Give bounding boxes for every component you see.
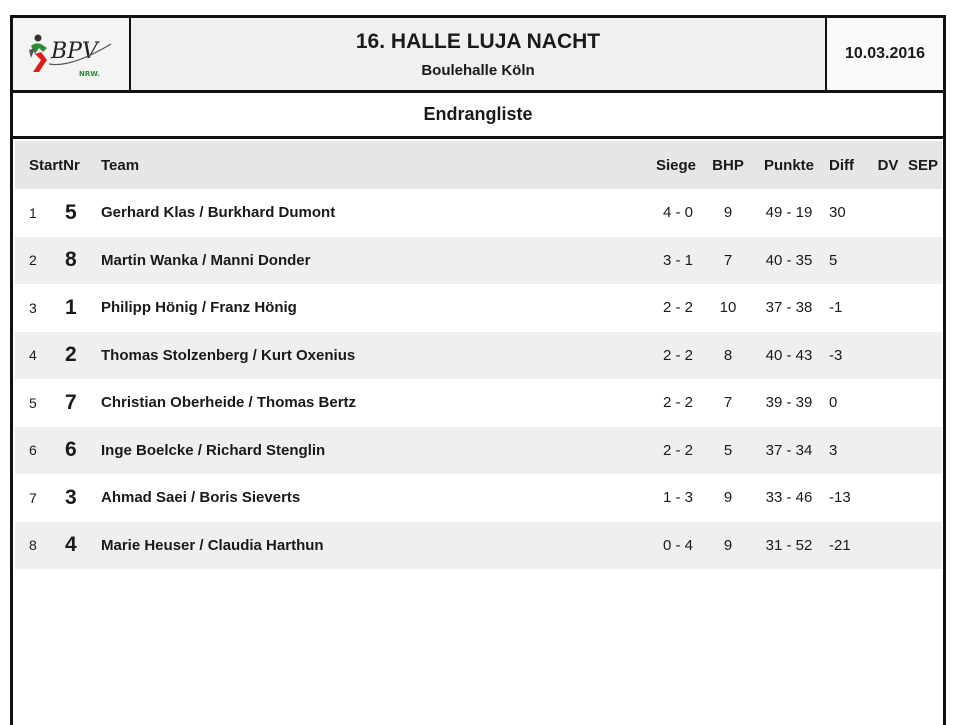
table-row [15, 284, 942, 332]
col-bhp: BHP [712, 156, 744, 174]
diff: -13 [829, 489, 851, 507]
siege: 3 - 1 [662, 251, 693, 269]
team-name: Thomas Stolzenberg / Kurt Oxenius [101, 346, 356, 364]
start-number: 4 [65, 533, 77, 557]
punkte: 49 - 19 [765, 204, 813, 222]
punkte: 37 - 34 [765, 441, 813, 459]
bhp: 7 [723, 251, 733, 269]
col-team: Team [101, 156, 140, 174]
siege: 4 - 0 [662, 204, 693, 222]
bpv-logo-icon [21, 24, 121, 84]
header [10, 15, 946, 93]
start-number: 5 [65, 200, 77, 224]
bhp: 10 [719, 299, 737, 317]
punkte: 40 - 35 [765, 251, 813, 269]
page-title: 16. HALLE LUJA NACHT [355, 29, 601, 53]
table-row [15, 379, 942, 427]
rank: 5 [29, 394, 37, 411]
logo-sub: NRW. [79, 70, 101, 78]
rank: 6 [29, 442, 37, 459]
bhp: 9 [723, 489, 733, 507]
siege: 2 - 2 [662, 299, 693, 317]
start-number: 3 [65, 485, 77, 509]
rank: 1 [29, 204, 37, 221]
section-title: Endrangliste [10, 93, 946, 139]
col-dv: DV [877, 156, 899, 174]
table-row [15, 474, 942, 522]
punkte: 39 - 39 [765, 394, 813, 412]
start-number: 6 [65, 438, 77, 462]
bpv-logo [13, 18, 131, 90]
punkte: 33 - 46 [765, 489, 813, 507]
rank: 2 [29, 252, 37, 269]
siege: 2 - 2 [662, 394, 693, 412]
table-row [15, 332, 942, 380]
team-name: Ahmad Saei / Boris Sieverts [101, 489, 301, 507]
start-number: 8 [65, 248, 77, 272]
start-number: 1 [65, 295, 77, 319]
team-name: Inge Boelcke / Richard Stenglin [101, 441, 326, 459]
logo-text: BPV [51, 39, 98, 64]
bhp: 9 [723, 204, 733, 222]
diff: 30 [829, 204, 846, 222]
siege: 1 - 3 [662, 489, 693, 507]
bhp: 5 [723, 441, 733, 459]
rank: 7 [29, 489, 37, 506]
diff: -1 [829, 299, 843, 317]
bhp: 7 [723, 394, 733, 412]
col-startnr: StartNr [29, 156, 80, 174]
table-row [15, 427, 942, 475]
col-punkte: Punkte [763, 156, 814, 174]
team-name: Marie Heuser / Claudia Harthun [101, 536, 324, 554]
table-row [15, 189, 942, 237]
punkte: 37 - 38 [765, 299, 813, 317]
bhp: 8 [723, 346, 733, 364]
punkte: 40 - 43 [765, 346, 813, 364]
col-diff: Diff [829, 156, 854, 174]
rank: 4 [29, 347, 37, 364]
diff: 3 [829, 441, 838, 459]
punkte: 31 - 52 [765, 536, 813, 554]
siege: 0 - 4 [662, 536, 693, 554]
diff: -3 [829, 346, 843, 364]
start-number: 2 [65, 343, 77, 367]
team-name: Martin Wanka / Manni Donder [101, 251, 311, 269]
title-box [131, 18, 825, 90]
team-name: Christian Oberheide / Thomas Bertz [101, 394, 357, 412]
ranking-table [15, 141, 942, 569]
table-row [15, 237, 942, 285]
rank: 3 [29, 299, 37, 316]
col-sep: SEP [907, 156, 938, 174]
diff: -21 [829, 536, 851, 554]
col-siege: Siege [656, 156, 697, 174]
team-name: Gerhard Klas / Burkhard Dumont [101, 204, 336, 222]
page-subtitle: Boulehalle Köln [421, 61, 535, 79]
bhp: 9 [723, 536, 733, 554]
team-name: Philipp Hönig / Franz Hönig [101, 299, 297, 317]
siege: 2 - 2 [662, 441, 693, 459]
event-date: 10.03.2016 [825, 18, 943, 90]
siege: 2 - 2 [662, 346, 693, 364]
diff: 0 [829, 394, 838, 412]
table-header-row [15, 141, 942, 189]
start-number: 7 [65, 390, 77, 414]
table-row [15, 522, 942, 570]
rank: 8 [29, 537, 37, 554]
diff: 5 [829, 251, 838, 269]
